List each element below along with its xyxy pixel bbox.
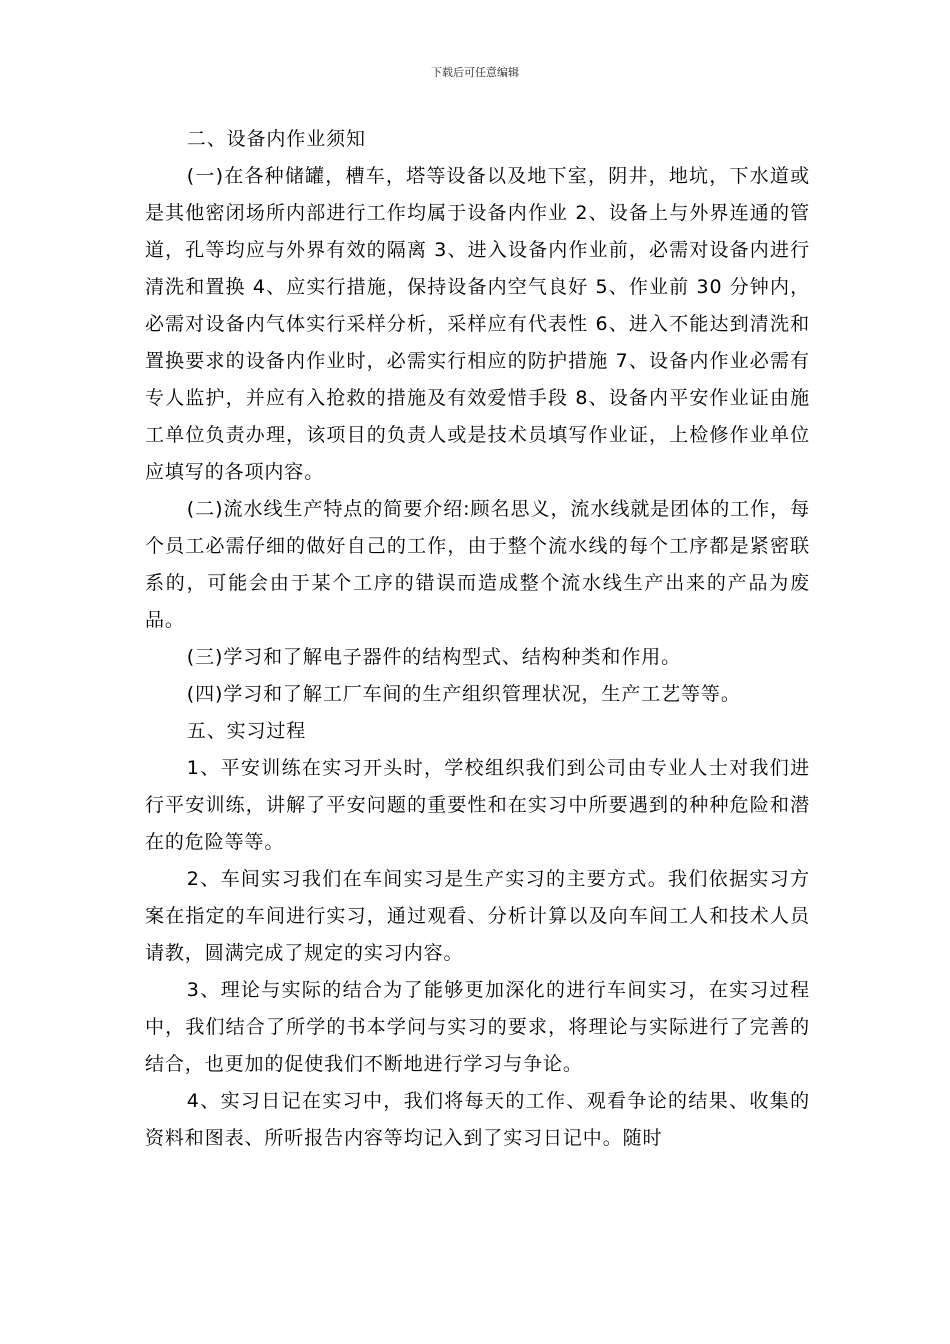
paragraph-item-1: (一)在各种储罐，槽车，塔等设备以及地下室，阴井，地坑，下水道或是其他密闭场所内部进行工作均属于设备内作业 2、设备上与外界连通的管道，孔等均应与外界有效的隔离 3、进入设备内作业前，必需对设备内进行清洗和置换 4、应实行措施，保持设备内空气良好 5、作业前 30 分钟内，必需对设备内气体实行采样分析，采样应有代表性 6、进入不能达到清洗和置换要求的设备内作业时，必需实行相应的防护措施 7、设备内作业必需有专人监护，并应有入抢救的措施及有效爱惜手段 8、设备内平安作业证由施工单位负责办理，该项目的负责人或是技术员填写作业证，上检修作业单位应填写的各项内容。 (145, 165, 810, 483)
paragraph-workshop-practice: 2、车间实习我们在车间实习是生产实习的主要方式。我们依据实习方案在指定的车间进行实习，通过观看、分析计算以及向车间工人和技术人员请教，圆满完成了规定的实习内容。 (145, 868, 810, 964)
paragraph-item-3: (三)学习和了解电子器件的结构型式、结构种类和作用。 (186, 646, 682, 668)
paragraph-item-4: (四)学习和了解工厂车间的生产组织管理状况，生产工艺等等。 (186, 683, 741, 705)
section-heading-equipment: 二、设备内作业须知 (186, 128, 366, 150)
paragraph-practice-diary: 4、实习日记在实习中，我们将每天的工作、观看争论的结果、收集的资料和图表、所听报告内容等均记入到了实习日记中。随时 (145, 1090, 810, 1149)
page-header: 下载后可任意编辑 (431, 66, 519, 79)
paragraph-theory-practice: 3、理论与实际的结合为了能够更加深化的进行车间实习，在实习过程中，我们结合了所学的书本学问与实习的要求，将理论与实际进行了完善的结合，也更加的促使我们不断地进行学习与争论。 (145, 979, 810, 1075)
section-heading-process: 五、实习过程 (186, 720, 307, 742)
paragraph-item-2: (二)流水线生产特点的简要介绍:顾名思义，流水线就是团体的工作，每个员工必需仔细的做好自己的工作，由于整个流水线的每个工序都是紧密联系的，可能会由于某个工序的错误而造成整个流水线生产出来的产品为废品。 (145, 498, 810, 631)
paragraph-safety-training: 1、平安训练在实习开头时，学校组织我们到公司由专业人士对我们进行平安训练，讲解了平安问题的重要性和在实习中所要遇到的种种危险和潜在的危险等等。 (145, 757, 810, 853)
document-body (145, 121, 810, 1157)
